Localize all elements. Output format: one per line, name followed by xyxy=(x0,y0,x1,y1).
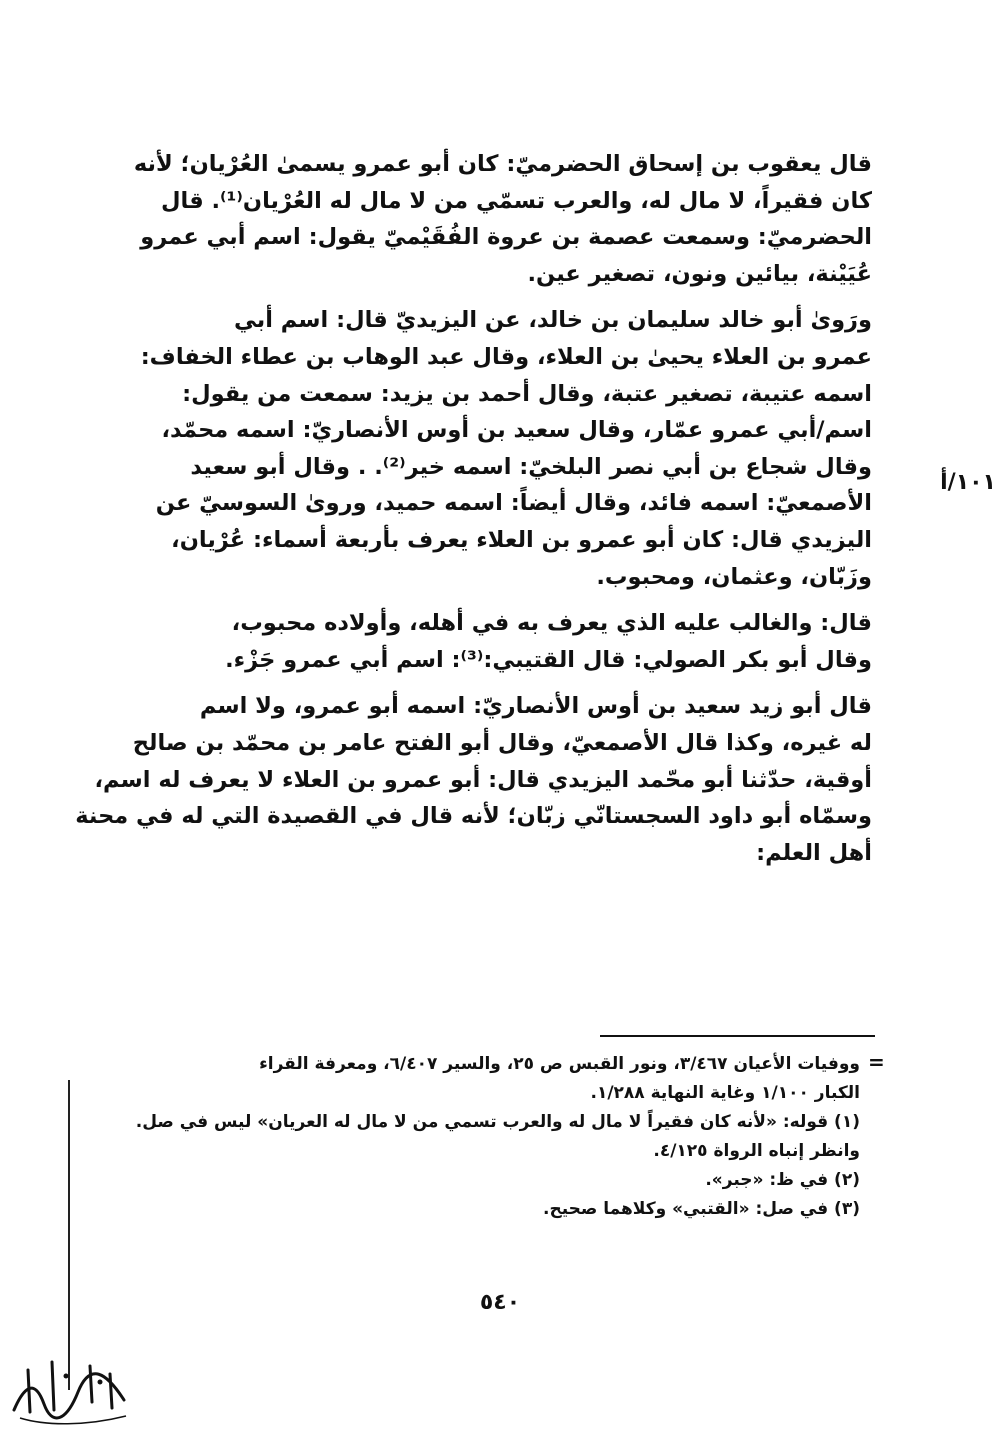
text-line: الأصمعيّ: اسمه فائد، وقال أيضاً: اسمه حميد، وروىٰ السوسيّ عن xyxy=(155,490,872,517)
text-line: عمرو بن العلاء يحيىٰ بن العلاء، وقال عبد الوهاب بن عطاء الخفاف: xyxy=(140,343,872,370)
text-line: قال يعقوب بن إسحاق الحضرميّ: كان أبو عمرو يسمىٰ العُرْيان؛ لأنه xyxy=(133,151,872,177)
footnote-line: الكبار ١/١٠٠ وغاية النهاية ١/٢٨٨. xyxy=(590,1083,860,1103)
text-line: وقال أبو بكر الصولي: قال القتيبي:⁽³⁾: اسم أبي عمرو جَزْء. xyxy=(225,646,872,673)
main-text xyxy=(75,146,872,881)
text-line: له غيره، وكذا قال الأصمعيّ، وقال أبو الفتح عامر بن محمّد بن صالح xyxy=(132,729,872,756)
footnote-continued xyxy=(160,1050,860,1108)
text-line: أوقية، حدّثنا أبو محّمد اليزيدي قال: أبو عمرو بن العلاء لا يعرف له اسم، xyxy=(94,766,872,793)
text-line: قال أبو زيد سعيد بن أوس الأنصاريّ: اسمه أبو عمرو، ولا اسم xyxy=(199,693,872,720)
footnote-1 xyxy=(135,1108,860,1166)
text-line: ورَوىٰ أبو خالد سليمان بن خالد، عن اليزيديّ قال: اسم أبي xyxy=(234,307,872,334)
footnote-line: وانظر إنباه الرواة ٤/١٢٥. xyxy=(653,1141,860,1161)
text-line: وسمّاه أبو داود السجستانّي زبّان؛ لأنه قال في القصيدة التي له في محنة xyxy=(75,803,872,830)
page-number: ٥٤٠ xyxy=(479,1290,521,1315)
footnote-line: ووفيات الأعيان ٣/٤٦٧، ونور القبس ص ٢٥، والسير ٦/٤٠٧، ومعرفة القراء xyxy=(259,1054,860,1074)
footnote-line: (٢) في ظ: «جبر». xyxy=(705,1170,860,1190)
footnotes xyxy=(135,1050,860,1224)
manuscript-folio-note: ١٠١/أ xyxy=(940,470,996,495)
text-line: اسم/أبي عمرو عمّار، وقال سعيد بن أوس الأنصاريّ: اسمه محمّد، xyxy=(161,417,872,444)
paragraph-3 xyxy=(160,605,872,678)
margin-line xyxy=(68,1080,70,1390)
continuation-mark: = xyxy=(868,1050,885,1074)
paragraph-1 xyxy=(133,146,872,292)
text-line: وقال شجاع بن أبي نصر البلخيّ: اسمه خير⁽²⁾. . وقال أبو سعيد xyxy=(190,453,872,480)
text-line: أهل العلم: xyxy=(756,839,872,866)
text-line: اليزيدي قال: كان أبو عمرو بن العلاء يعرف بأربعة أسماء: عُرْيان، xyxy=(171,526,872,553)
text-line: اسمه عتيبة، تصغير عتبة، وقال أحمد بن يزيد: سمعت من يقول: xyxy=(182,380,872,407)
footnote-separator xyxy=(600,1035,875,1037)
text-line: كان فقيراً، لا مال له، والعرب تسمّي من لا مال له العُرْيان⁽¹⁾. قال xyxy=(160,187,872,214)
footnote-2 xyxy=(160,1166,860,1195)
text-line: الحضرميّ: وسمعت عصمة بن عروة الفُقَيْميّ يقول: اسم أبي عمرو xyxy=(140,224,872,251)
text-line: قال: والغالب عليه الذي يعرف به في أهله، وأولاده محبوب، xyxy=(231,610,872,637)
text-line: عُيَيْنة، بيائين ونون، تصغير عين. xyxy=(527,260,872,287)
paragraph-2 xyxy=(140,302,872,595)
paragraph-4 xyxy=(75,688,872,871)
text-line: وزَبّان، وعثمان، ومحبوب. xyxy=(596,563,872,590)
footnote-3 xyxy=(160,1195,860,1224)
footnote-line: (٣) في صل: «القتبي» وكلاهما صحيح. xyxy=(542,1199,860,1219)
calligraphy-logo-icon xyxy=(6,1352,134,1432)
footnote-line: (١) قوله: «لأنه كان فقيراً لا مال له والعرب تسمي من لا مال له العريان» ليس في صل. xyxy=(135,1112,860,1132)
